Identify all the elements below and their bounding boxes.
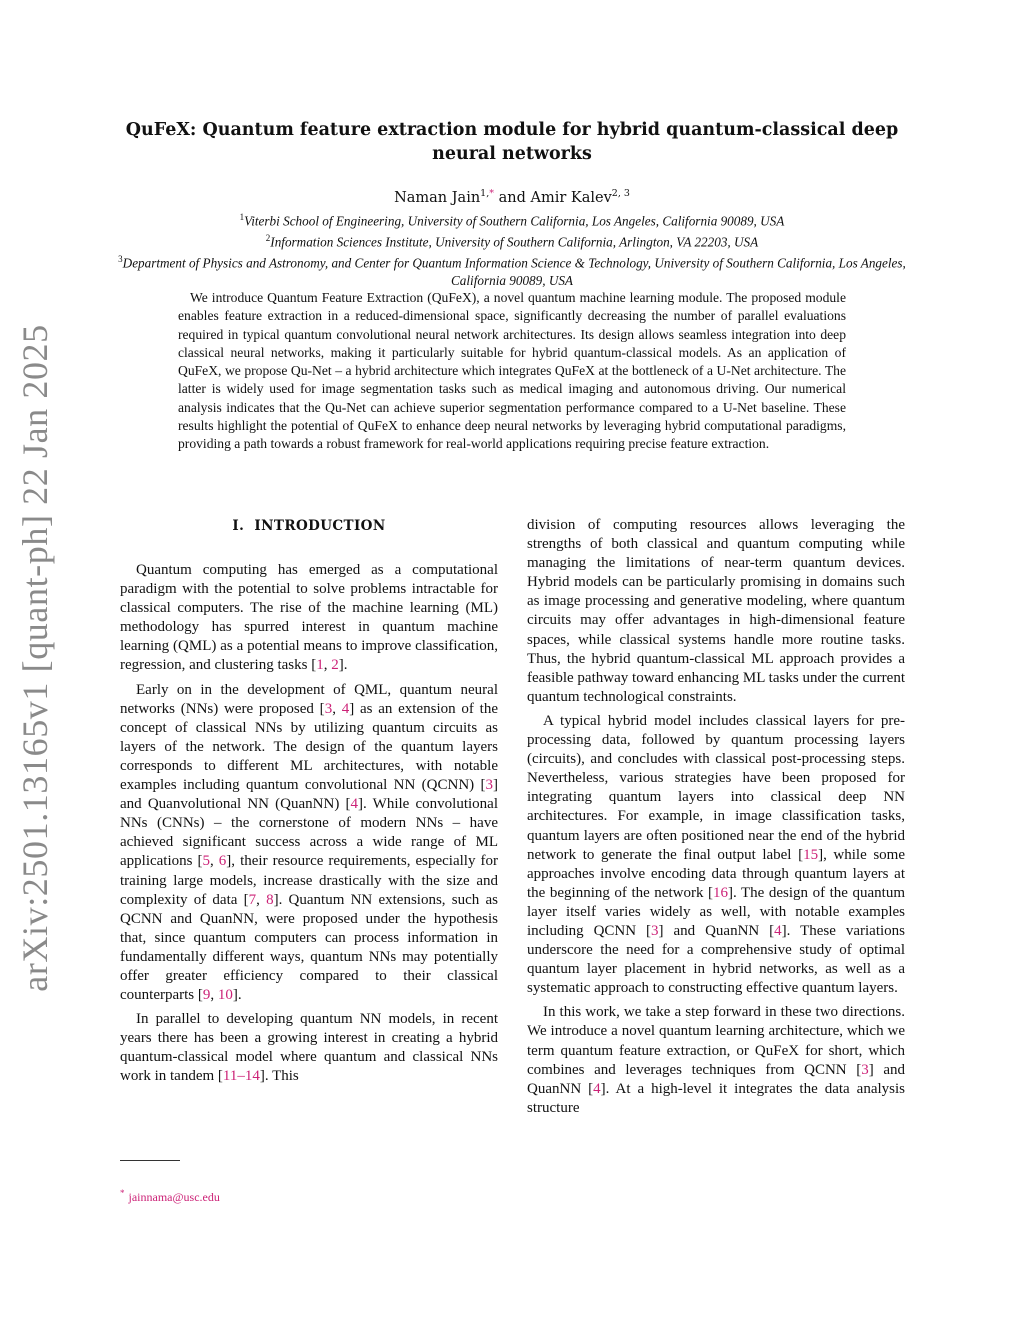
author-line	[110, 184, 914, 208]
citation-link[interactable]: 4	[774, 922, 782, 939]
footnote-rule	[120, 1160, 180, 1161]
citation-link[interactable]: 16	[713, 884, 728, 901]
citation-link[interactable]: 8	[266, 891, 274, 908]
right-column	[527, 516, 905, 1123]
citation-link[interactable]: 3	[861, 1061, 869, 1078]
section-number: I.	[232, 518, 245, 534]
left-column	[120, 561, 498, 1092]
citation-link[interactable]: 9	[202, 987, 211, 1004]
affiliations	[110, 209, 914, 289]
citation-link[interactable]: 10	[217, 987, 233, 1004]
author-2-affiliation-marks: 2, 3	[611, 188, 630, 199]
citation-link[interactable]: 4	[341, 700, 350, 717]
right-column-paragraph: A typical hybrid model includes classical layers for pre-processing data, followed by quantum processing layers (circuits), and concludes with classical post-processing steps. Nevertheless, various strategies have been proposed for integrating quantum layers into classical deep NN architectures. For example, in image classification tasks, quantum layers are often positioned near the end of the hybrid network to generate the final output label [15], while some approaches involve encoding data through quantum layers at the beginning of the network [16]. The design of the quantum layer itself varies widely as well, with notable examples including QCNN [3] and QuanNN [4]. These variations underscore the need for a comprehensive study of optimal quantum layer placement in hybrid networks, as well as a systematic approach to constructing effective quantum layers.	[527, 712, 905, 997]
author-1-affiliation-marks: 1,*	[480, 188, 494, 199]
affiliation-3: $^3$Department of Physics and Astronomy, and Center for Quantum Information Science & Technology, University of Southern California, Los Angeles, California 90089, USA	[118, 253, 906, 288]
left-column-paragraph: Quantum computing has emerged as a computational paradigm with the potential to solve problems intractable for classical computers. The rise of the machine learning (ML) methodology has spurred interest in quantum machine learning (QML) as a potential means to improve classification, regression, and clustering tasks [1, 2].	[120, 562, 498, 674]
arxiv-stamp	[10, 324, 60, 992]
citation-link[interactable]: 15	[803, 846, 819, 863]
citation-link[interactable]: 6	[218, 853, 227, 870]
footnote-mark: *	[120, 1188, 125, 1198]
citation-link[interactable]: 3	[485, 777, 493, 794]
citation-link[interactable]: 2	[331, 657, 339, 674]
arxiv-stamp-text: arXiv:2501.13165v1 [quant-ph] 22 Jan 2025	[15, 324, 56, 992]
citation-link[interactable]: 4	[350, 796, 359, 813]
section-title: INTRODUCTION	[254, 518, 386, 534]
footnote	[120, 1188, 220, 1205]
citation-link[interactable]: 1	[316, 657, 324, 674]
citation-link[interactable]: 5	[202, 853, 211, 870]
citation-link[interactable]: 11–14	[222, 1068, 260, 1085]
author-2-name: Amir Kalev	[530, 189, 612, 206]
citation-link[interactable]: 3	[324, 700, 333, 717]
author-email-link[interactable]: jainnama@usc.edu	[128, 1190, 220, 1204]
section-heading-introduction	[120, 518, 498, 534]
citation-link[interactable]: 7	[248, 891, 257, 908]
left-column-paragraph: In parallel to developing quantum NN models, in recent years there has been a growing interest in creating a hybrid quantum-classical model where quantum and classical NNs work in tandem [11–14]. This	[120, 1011, 498, 1085]
abstract	[178, 289, 846, 454]
abstract-text: We introduce Quantum Feature Extraction (QuFeX), a novel quantum machine learning module. The proposed module enables feature extraction in a reduced-dimensional space, significantly decreasing the number of parallel evaluations required in typical quantum convolutional neural network architectures. Its design allows seamless integration into deep classical neural networks, making it particularly suitable for hybrid quantum-classical models. As an application of QuFeX, we propose Qu-Net – a hybrid architecture which integrates QuFeX at the bottleneck of a U-Net architecture. The latter is widely used for image segmentation tasks such as medical imaging and autonomous driving. Our numerical analysis indicates that the Qu-Net can achieve superior segmentation performance compared to a U-Net baseline. These results highlight the potential of QuFeX to enhance deep neural networks by leveraging hybrid computational paradigms, providing a path towards a robust framework for real-world applications requiring precise feature extraction.	[178, 290, 846, 452]
corresponding-author-mark[interactable]: *	[489, 188, 494, 199]
affiliation-2: $^2$Information Sciences Institute, University of Southern California, Arlington, VA 22203, USA	[265, 232, 759, 250]
right-column-paragraph: In this work, we take a step forward in these two directions. We introduce a novel quantum learning architecture, which we term quantum feature extraction, or QuFeX for short, which combines and leverages techniques from QCNN [3] and QuanNN [4]. At a high-level it integrates the data analysis structure	[527, 1004, 905, 1116]
affiliation-1: $^1$Viterbi School of Engineering, University of Southern California, Los Angeles, California 90089, USA	[239, 212, 785, 229]
author-conjunction: and	[498, 189, 526, 206]
right-column-paragraph: division of computing resources allows leveraging the strengths of both classical and quantum computing while managing the limitations of near-term quantum devices. Hybrid models can be particularly promising in domains such as image processing and generative modeling, where quantum circuits may offer advantages in high-dimensional feature spaces, while classical systems handle more routine tasks. Thus, the hybrid quantum-classical ML approach provides a feasible pathway toward enhancing ML tasks under the current quantum technological constraints.	[527, 517, 905, 705]
paper-title: QuFeX: Quantum feature extraction module for hybrid quantum-classical deep neural networks	[125, 120, 899, 164]
left-column-paragraph: Early on in the development of QML, quantum neural networks (NNs) were proposed [3, 4] as an extension of the concept of classical NNs by utilizing quantum circuits as layers of the network. The design of the quantum layers corresponds to different ML architectures, with notable examples including quantum convolutional NN (QCNN) [3] and Quanvolutional NN (QuanNN) [4]. While convolutional NNs (CNNs) – the cornerstone of modern NNs – have achieved significant success across a wide range of ML applications [5, 6], their resource requirements, especially for training large models, increase drastically with the size and complexity of data [7, 8]. Quantum NN extensions, such as QCNN and QuanNN, were proposed under the hypothesis that, since quantum computers can process information in fundamentally different ways, quantum NNs may potentially offer greater efficiency compared to their classical counterparts [9, 10].	[120, 681, 498, 1004]
author-1-name: Naman Jain	[394, 189, 481, 206]
citation-link[interactable]: 4	[593, 1080, 601, 1097]
citation-link[interactable]: 3	[651, 922, 659, 939]
